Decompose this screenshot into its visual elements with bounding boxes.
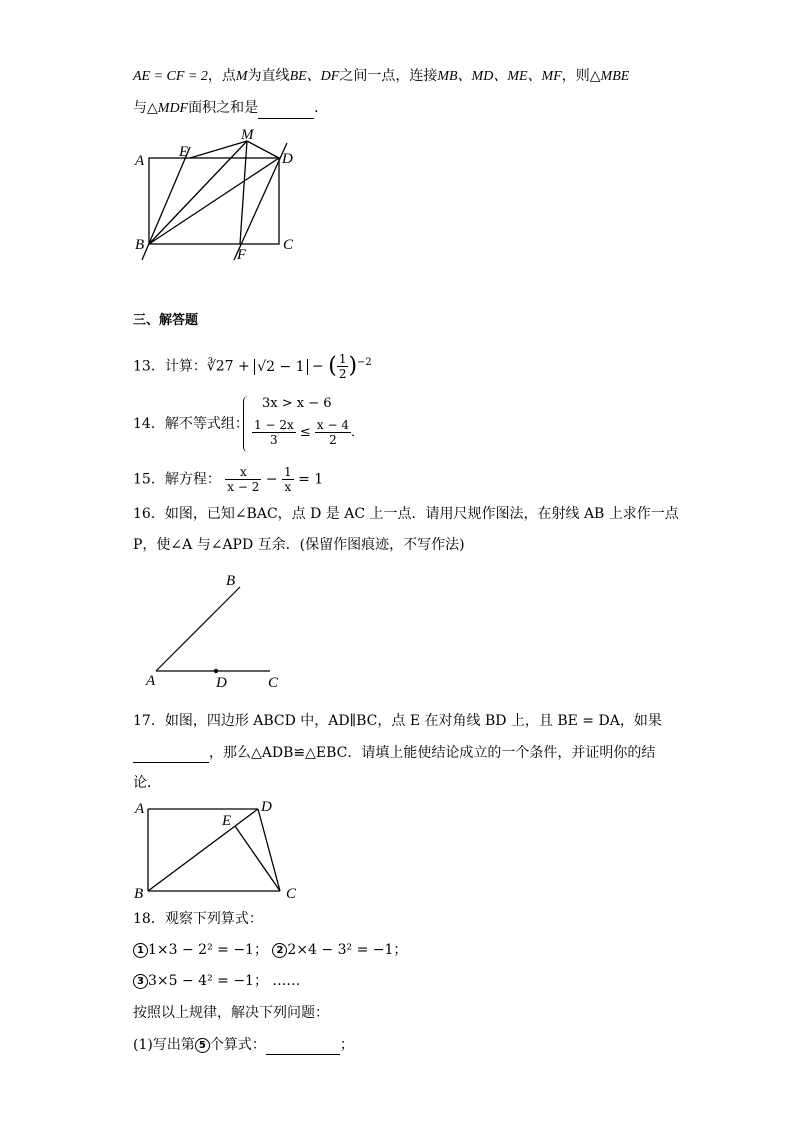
label-B: B [135,237,145,253]
q14-prefix: 14．解不等式组： [133,416,249,432]
q18-eqs-1: 1 1×3 − 2² = −1； 2 2×4 − 3² = −1； [133,940,407,960]
answer-blank[interactable] [266,1038,340,1055]
q12-figure [130,125,310,265]
label-D: D [282,151,293,167]
q15: 15．解方程： $\frac{x}{x - 2}$ − $\frac{1}{x}$ = 1 [133,465,324,494]
q17-line2: ，那么△ADB≌△EBC．请填上能使结论成立的一个条件，并证明你的结 [133,743,655,763]
label-F: F [237,247,247,263]
label-C: C [283,237,294,253]
q12-line1: AE = CF = 2，点M为直线BE、DF之间一点，连接MB、MD、ME、MF，则△MBE [133,68,630,84]
q16-figure [140,570,290,690]
q16-line2: P，使∠A 与∠APD 互余．(保留作图痕迹，不写作法) [133,537,465,553]
label-E: E [222,813,232,829]
q18-line1: 18．观察下列算式： [133,911,263,927]
q16-line1: 16．如图，已知∠BAC，点 D 是 AC 上一点．请用尺规作图法，在射线 AB 上求作一点 [133,506,679,522]
q14-row1: 3x > x − 6 [262,396,332,411]
q18-part1: (1)写出第 5 个算式： ； [133,1037,354,1053]
label-M: M [241,127,254,143]
label-C: C [268,675,279,690]
q14-row2: $\frac{1 - 2x}{3}$ ≤ $\frac{x - 4}{2}$ ． [254,418,365,447]
answer-blank[interactable] [258,102,314,119]
q18-eqs-2: 3 3×5 − 4² = −1； …… [133,971,300,991]
section-title: 三、解答题 [133,313,199,328]
label-C: C [286,886,297,902]
brace [243,396,248,452]
label-A: A [135,153,145,169]
label-A: A [135,801,145,817]
q13: 13．计算：∛27 + √2 − 1 − ( $\frac{1}{2}$ )$^{-2}$ [133,352,372,381]
q12-line2: 与△MDF面积之和是 ． [133,98,328,119]
label-D: D [216,675,227,690]
q17-line3: 论． [133,775,161,791]
fraction: $\frac{1}{2}$ [338,352,347,381]
answer-blank[interactable] [133,746,209,763]
point-D [214,669,218,673]
label-E: E [179,144,189,160]
q17-line1: 17．如图，四边形 ABCD 中，AD∥BC，点 E 在对角线 BD 上，且 BE = DA，如果 [133,713,662,729]
label-A: A [146,673,156,689]
label-D: D [261,799,272,815]
q17-figure [130,795,310,905]
label-B: B [226,573,236,589]
label-B: B [134,886,144,902]
q18-rule: 按照以上规律，解决下列问题： [133,1005,329,1021]
